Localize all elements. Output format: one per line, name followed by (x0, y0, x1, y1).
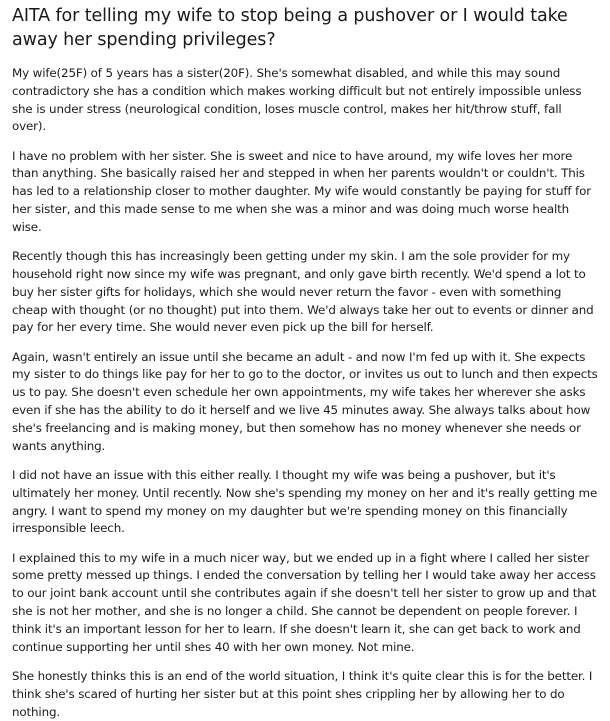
post-paragraph: I explained this to my wife in a much nicer way, but we ended up in a fight where I called her sister some pretty messed up things. I ended the conversation by telling her I would take away her access to our joint bank account until she contributes again if she doesn't tell her sister to grow up and that she is not her mother, and she is no longer a child. She cannot be dependent on people forever. I think it's an important lesson for her to learn. If she doesn't learn it, she can get back to work and continue supporting her until shes 40 with her own money. Not mine. (12, 550, 597, 654)
post-paragraph: I did not have an issue with this either really. I thought my wife was being a pushover, but it's ultimately her money. Until recently. Now she's spending my money on her and it's really getting me angry. I want to spend my money on my daughter but we're spending money on this financially irresponsible leech. (12, 467, 598, 536)
post-paragraph: Again, wasn't entirely an issue until she became an adult - and now I'm fed up with it. She expects my sister to do things like pay for her to go to the doctor, or invites us out to lunch and then expects us to pay. She doesn't even schedule her own appointments, my wife takes her wherever she asks even if she has the ability to do it herself and we live 45 minutes away. She always talks about how she's freelancing and is making money, but then somehow has no money whenever she needs or wants anything. (12, 349, 598, 453)
post-paragraph: Recently though this has increasingly been getting under my skin. I am the sole provider for my household right now since my wife was pregnant, and only gave birth recently. We'd spend a lot to buy her sister gifts for holidays, which she would never return the favor - even with something cheap with thought (or no thought) put into them. We'd always take her out to events or dinner and pay for her every time. She would never even pick up the bill for herself. (12, 249, 594, 335)
post-paragraph: I have no problem with her sister. She is sweet and nice to have around, my wife loves her more than anything. She basically raised her and stepped in when her parents wouldn't or couldn't. This has led to a relationship closer to mother daughter. My wife would constantly be paying for stuff for her sister, and this made sense to me when she was a minor and was doing much worse health wise. (12, 148, 591, 234)
post-paragraph: She honestly thinks this is an end of the world situation, I think it's quite clear this is for the better. I think she's scared of hurting her sister but at this point shes crippling her by allowing her to do nothing. (12, 668, 593, 719)
post-title: AITA for telling my wife to stop being a pushover or I would take away her spending privileges? (12, 6, 568, 50)
post-body (12, 65, 598, 721)
post-paragraph: My wife(25F) of 5 years has a sister(20F). She's somewhat disabled, and while this may sound contradictory she has a condition which makes working difficult but not entirely impossible unless she is under stress (neurological condition, loses muscle control, makes her hit/throw stuff, fall over). (12, 66, 582, 134)
